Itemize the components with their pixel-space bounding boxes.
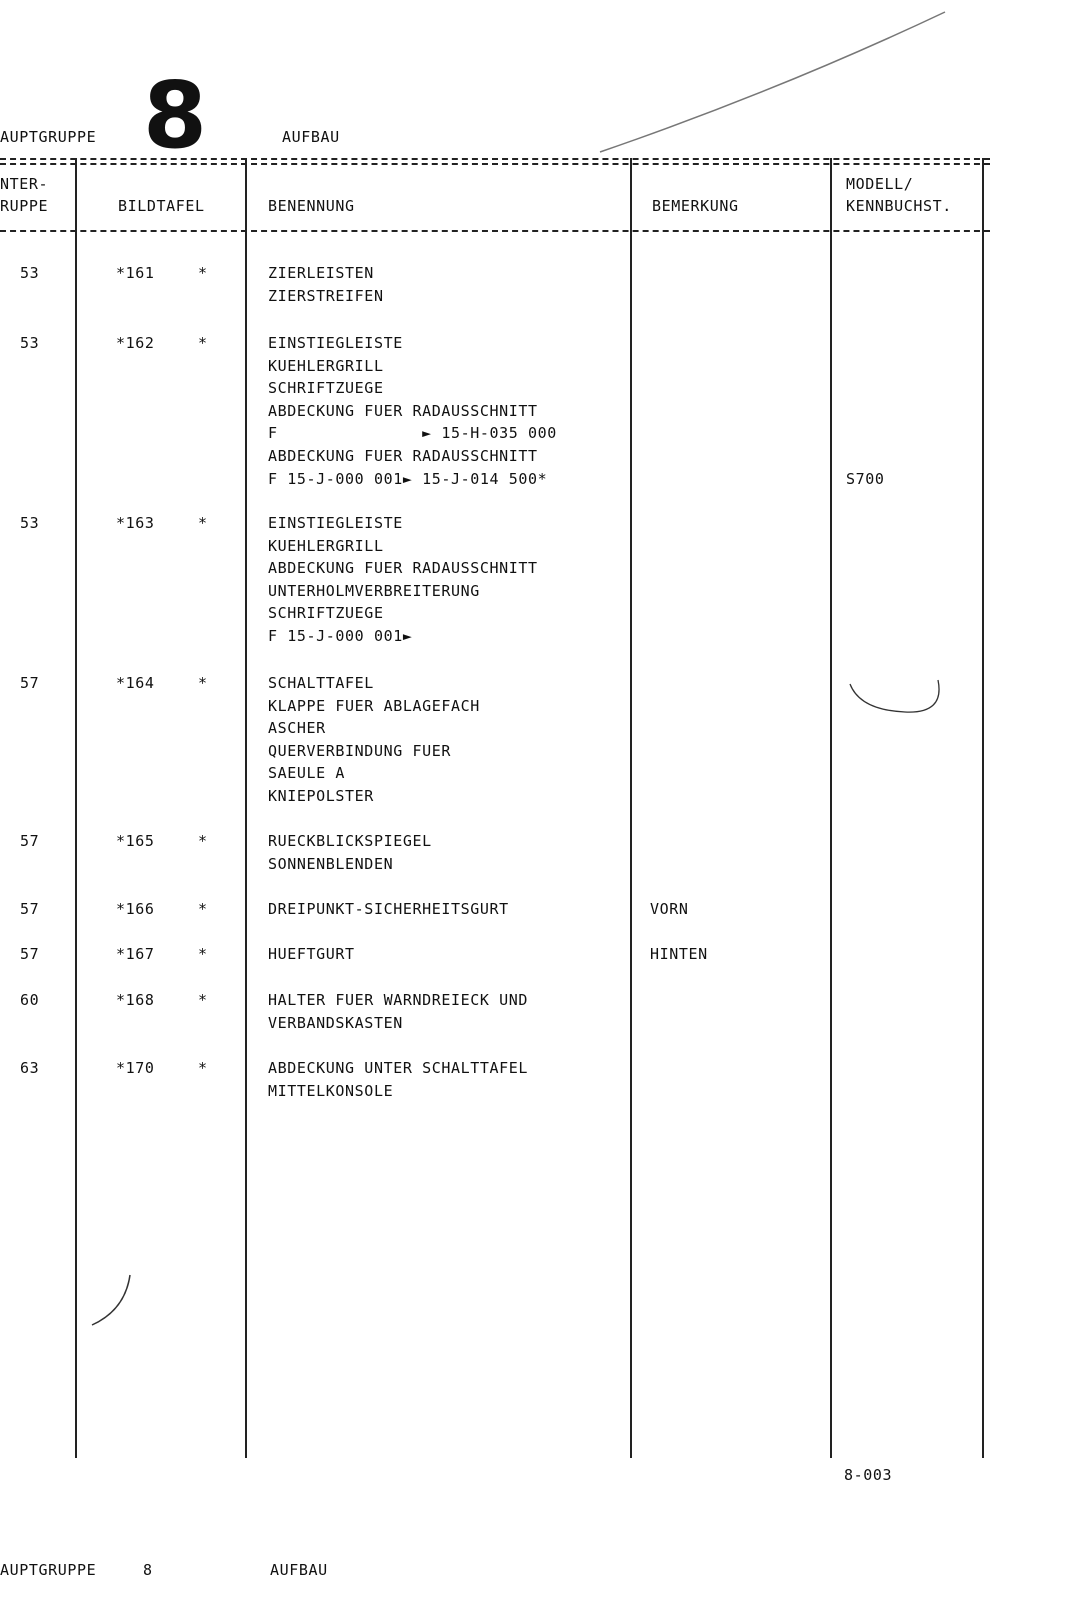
bildtafel-star: * — [198, 264, 208, 282]
bildtafel-cell: *165 — [116, 832, 155, 850]
benennung-line: RUECKBLICKSPIEGEL — [268, 832, 432, 850]
column-divider-3 — [630, 158, 632, 1458]
benennung-line: KUEHLERGRILL — [268, 536, 384, 555]
modell-cell: S700 — [846, 469, 885, 488]
untergruppe-cell: 53 — [20, 334, 40, 352]
benennung-line: F ► 15-H-035 000 — [268, 424, 557, 443]
benennung-line: SONNENBLENDEN — [268, 854, 394, 873]
bildtafel-cell: *161 — [116, 264, 155, 282]
benennung-line: ZIERLEISTEN — [268, 264, 374, 282]
benennung-line: F 15-J-000 001► 15-J-014 500* — [268, 469, 548, 488]
column-divider-5 — [982, 158, 984, 1458]
untergruppe-cell: 53 — [20, 264, 40, 282]
benennung-line: SCHRIFTZUEGE — [268, 604, 384, 623]
untergruppe-cell: 57 — [20, 674, 40, 692]
benennung-line: UNTERHOLMVERBREITERUNG — [268, 581, 480, 600]
untergruppe-cell: 63 — [20, 1059, 40, 1077]
bildtafel-star: * — [198, 832, 208, 850]
col-header-bemerkung: BEMERKUNG — [652, 197, 739, 215]
column-divider-1 — [75, 158, 77, 1458]
col-header-bildtafel: BILDTAFEL — [118, 197, 205, 215]
col-header-modell-1: MODELL/ — [846, 175, 914, 193]
benennung-line: ABDECKUNG FUER RADAUSSCHNITT — [268, 447, 538, 465]
column-divider-4 — [830, 158, 832, 1458]
col-header-unter-2: RUPPE — [0, 197, 49, 215]
untergruppe-cell: 57 — [20, 900, 40, 918]
bildtafel-cell: *170 — [116, 1059, 155, 1077]
benennung-line: ABDECKUNG UNTER SCHALTTAFEL — [268, 1059, 529, 1077]
benennung-line: MITTELKONSOLE — [268, 1081, 394, 1100]
col-header-unter-1: NTER- — [0, 175, 49, 193]
bildtafel-star: * — [198, 945, 208, 963]
untergruppe-cell: 53 — [20, 514, 40, 532]
col-header-modell-2: KENNBUCHST. — [846, 197, 952, 215]
bildtafel-star: * — [198, 674, 208, 692]
benennung-line: SCHALTTAFEL — [268, 674, 374, 692]
benennung-line: ZIERSTREIFEN — [268, 286, 384, 305]
benennung-line: EINSTIEGLEISTE — [268, 514, 403, 532]
page-number: 8-003 — [844, 1466, 893, 1484]
header-rule-bottom — [0, 163, 990, 165]
bildtafel-star: * — [198, 334, 208, 352]
bildtafel-cell: *167 — [116, 945, 155, 963]
benennung-line: F 15-J-000 001► — [268, 627, 413, 645]
benennung-line: KLAPPE FUER ABLAGEFACH — [268, 696, 480, 715]
benennung-line: HALTER FUER WARNDREIECK UND — [268, 991, 529, 1009]
benennung-line: QUERVERBINDUNG FUER — [268, 741, 451, 760]
benennung-line: ABDECKUNG FUER RADAUSSCHNITT — [268, 559, 538, 578]
footer-group-label: AUPTGRUPPE — [0, 1561, 97, 1579]
footer-group-number: 8 — [143, 1561, 153, 1579]
benennung-line: SCHRIFTZUEGE — [268, 379, 384, 398]
benennung-line: ABDECKUNG FUER RADAUSSCHNITT — [268, 401, 538, 420]
benennung-line: DREIPUNKT-SICHERHEITSGURT — [268, 900, 509, 918]
footer-group-title: AUFBAU — [270, 1561, 328, 1579]
header-group-title: AUFBAU — [282, 128, 340, 146]
bildtafel-cell: *168 — [116, 991, 155, 1009]
benennung-line: SAEULE A — [268, 764, 346, 783]
bildtafel-star: * — [198, 991, 208, 1009]
bildtafel-star: * — [198, 514, 208, 532]
bildtafel-cell: *163 — [116, 514, 155, 532]
benennung-line: ASCHER — [268, 719, 326, 738]
col-header-benennung: BENENNUNG — [268, 197, 355, 215]
benennung-line: HUEFTGURT — [268, 945, 355, 963]
benennung-line: EINSTIEGLEISTE — [268, 334, 403, 352]
bildtafel-cell: *164 — [116, 674, 155, 692]
untergruppe-cell: 57 — [20, 945, 40, 963]
untergruppe-cell: 57 — [20, 832, 40, 850]
bemerkung-cell: HINTEN — [650, 945, 708, 963]
bildtafel-cell: *166 — [116, 900, 155, 918]
header-group-number: 8 — [143, 62, 208, 169]
untergruppe-cell: 60 — [20, 991, 40, 1009]
bildtafel-star: * — [198, 900, 208, 918]
benennung-line: VERBANDSKASTEN — [268, 1013, 403, 1032]
header-group-label: AUPTGRUPPE — [0, 128, 97, 146]
bildtafel-cell: *162 — [116, 334, 155, 352]
benennung-line: KUEHLERGRILL — [268, 356, 384, 375]
bildtafel-star: * — [198, 1059, 208, 1077]
header-rule-top — [0, 158, 990, 160]
benennung-line: KNIEPOLSTER — [268, 787, 374, 805]
column-header-rule — [0, 230, 990, 232]
column-divider-2 — [245, 158, 247, 1458]
bemerkung-cell: VORN — [650, 900, 689, 918]
